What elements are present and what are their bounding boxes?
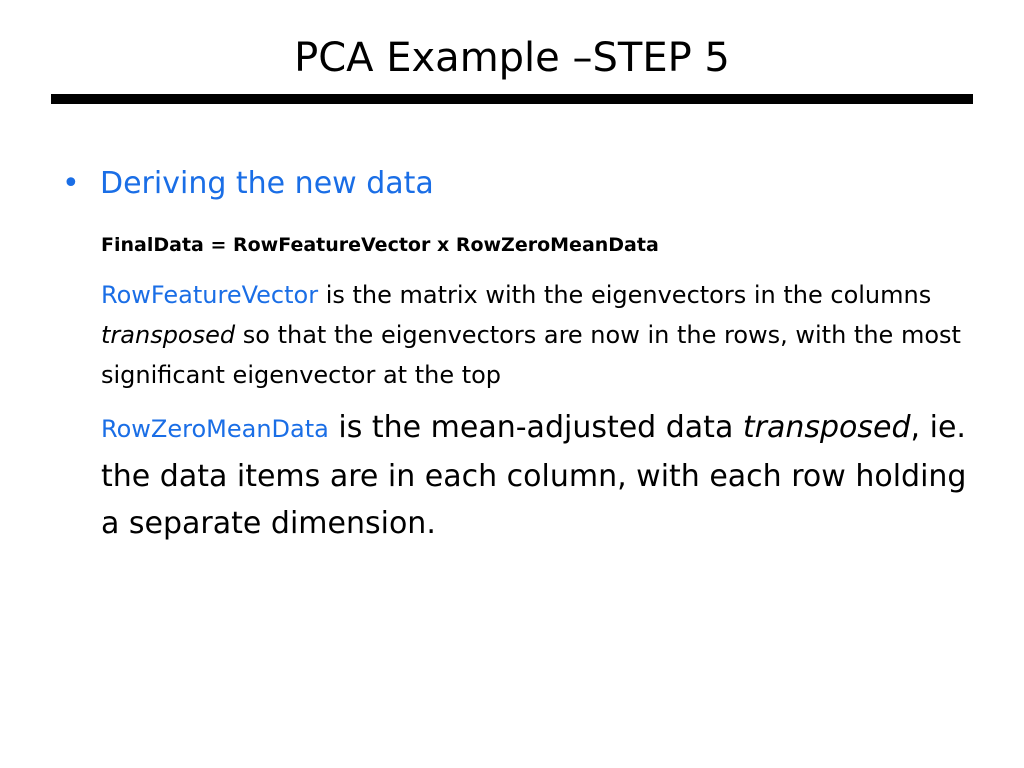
title-divider [51,94,973,104]
formula-text: FinalData = RowFeatureVector x RowZeroMeanData [101,234,659,256]
row-feature-vector-term: RowFeatureVector [101,281,319,309]
slide-title: PCA Example –STEP 5 [294,35,730,81]
row-feature-vector-emphasis: transposed [101,321,236,349]
row-zero-mean-data-term: RowZeroMeanData [101,415,329,443]
row-zero-mean-data-text-2: , ie. the data items are in each column, with each row holding a separate dimension. [101,410,967,541]
row-feature-vector-text-2: so that the eigenvectors are now in the rows, with the most significant eigenvector at the top [101,321,961,389]
row-zero-mean-data-emphasis: transposed [742,410,911,445]
bullet-icon: • [62,166,80,201]
row-zero-mean-data-text-1: is the mean-adjusted data [328,410,743,445]
row-zero-mean-data-paragraph [101,404,981,547]
bullet-text: Deriving the new data [100,166,434,201]
bullet-item [62,164,434,204]
row-feature-vector-paragraph [101,275,981,395]
row-feature-vector-text-1: is the matrix with the eigenvectors in the columns [318,281,932,309]
